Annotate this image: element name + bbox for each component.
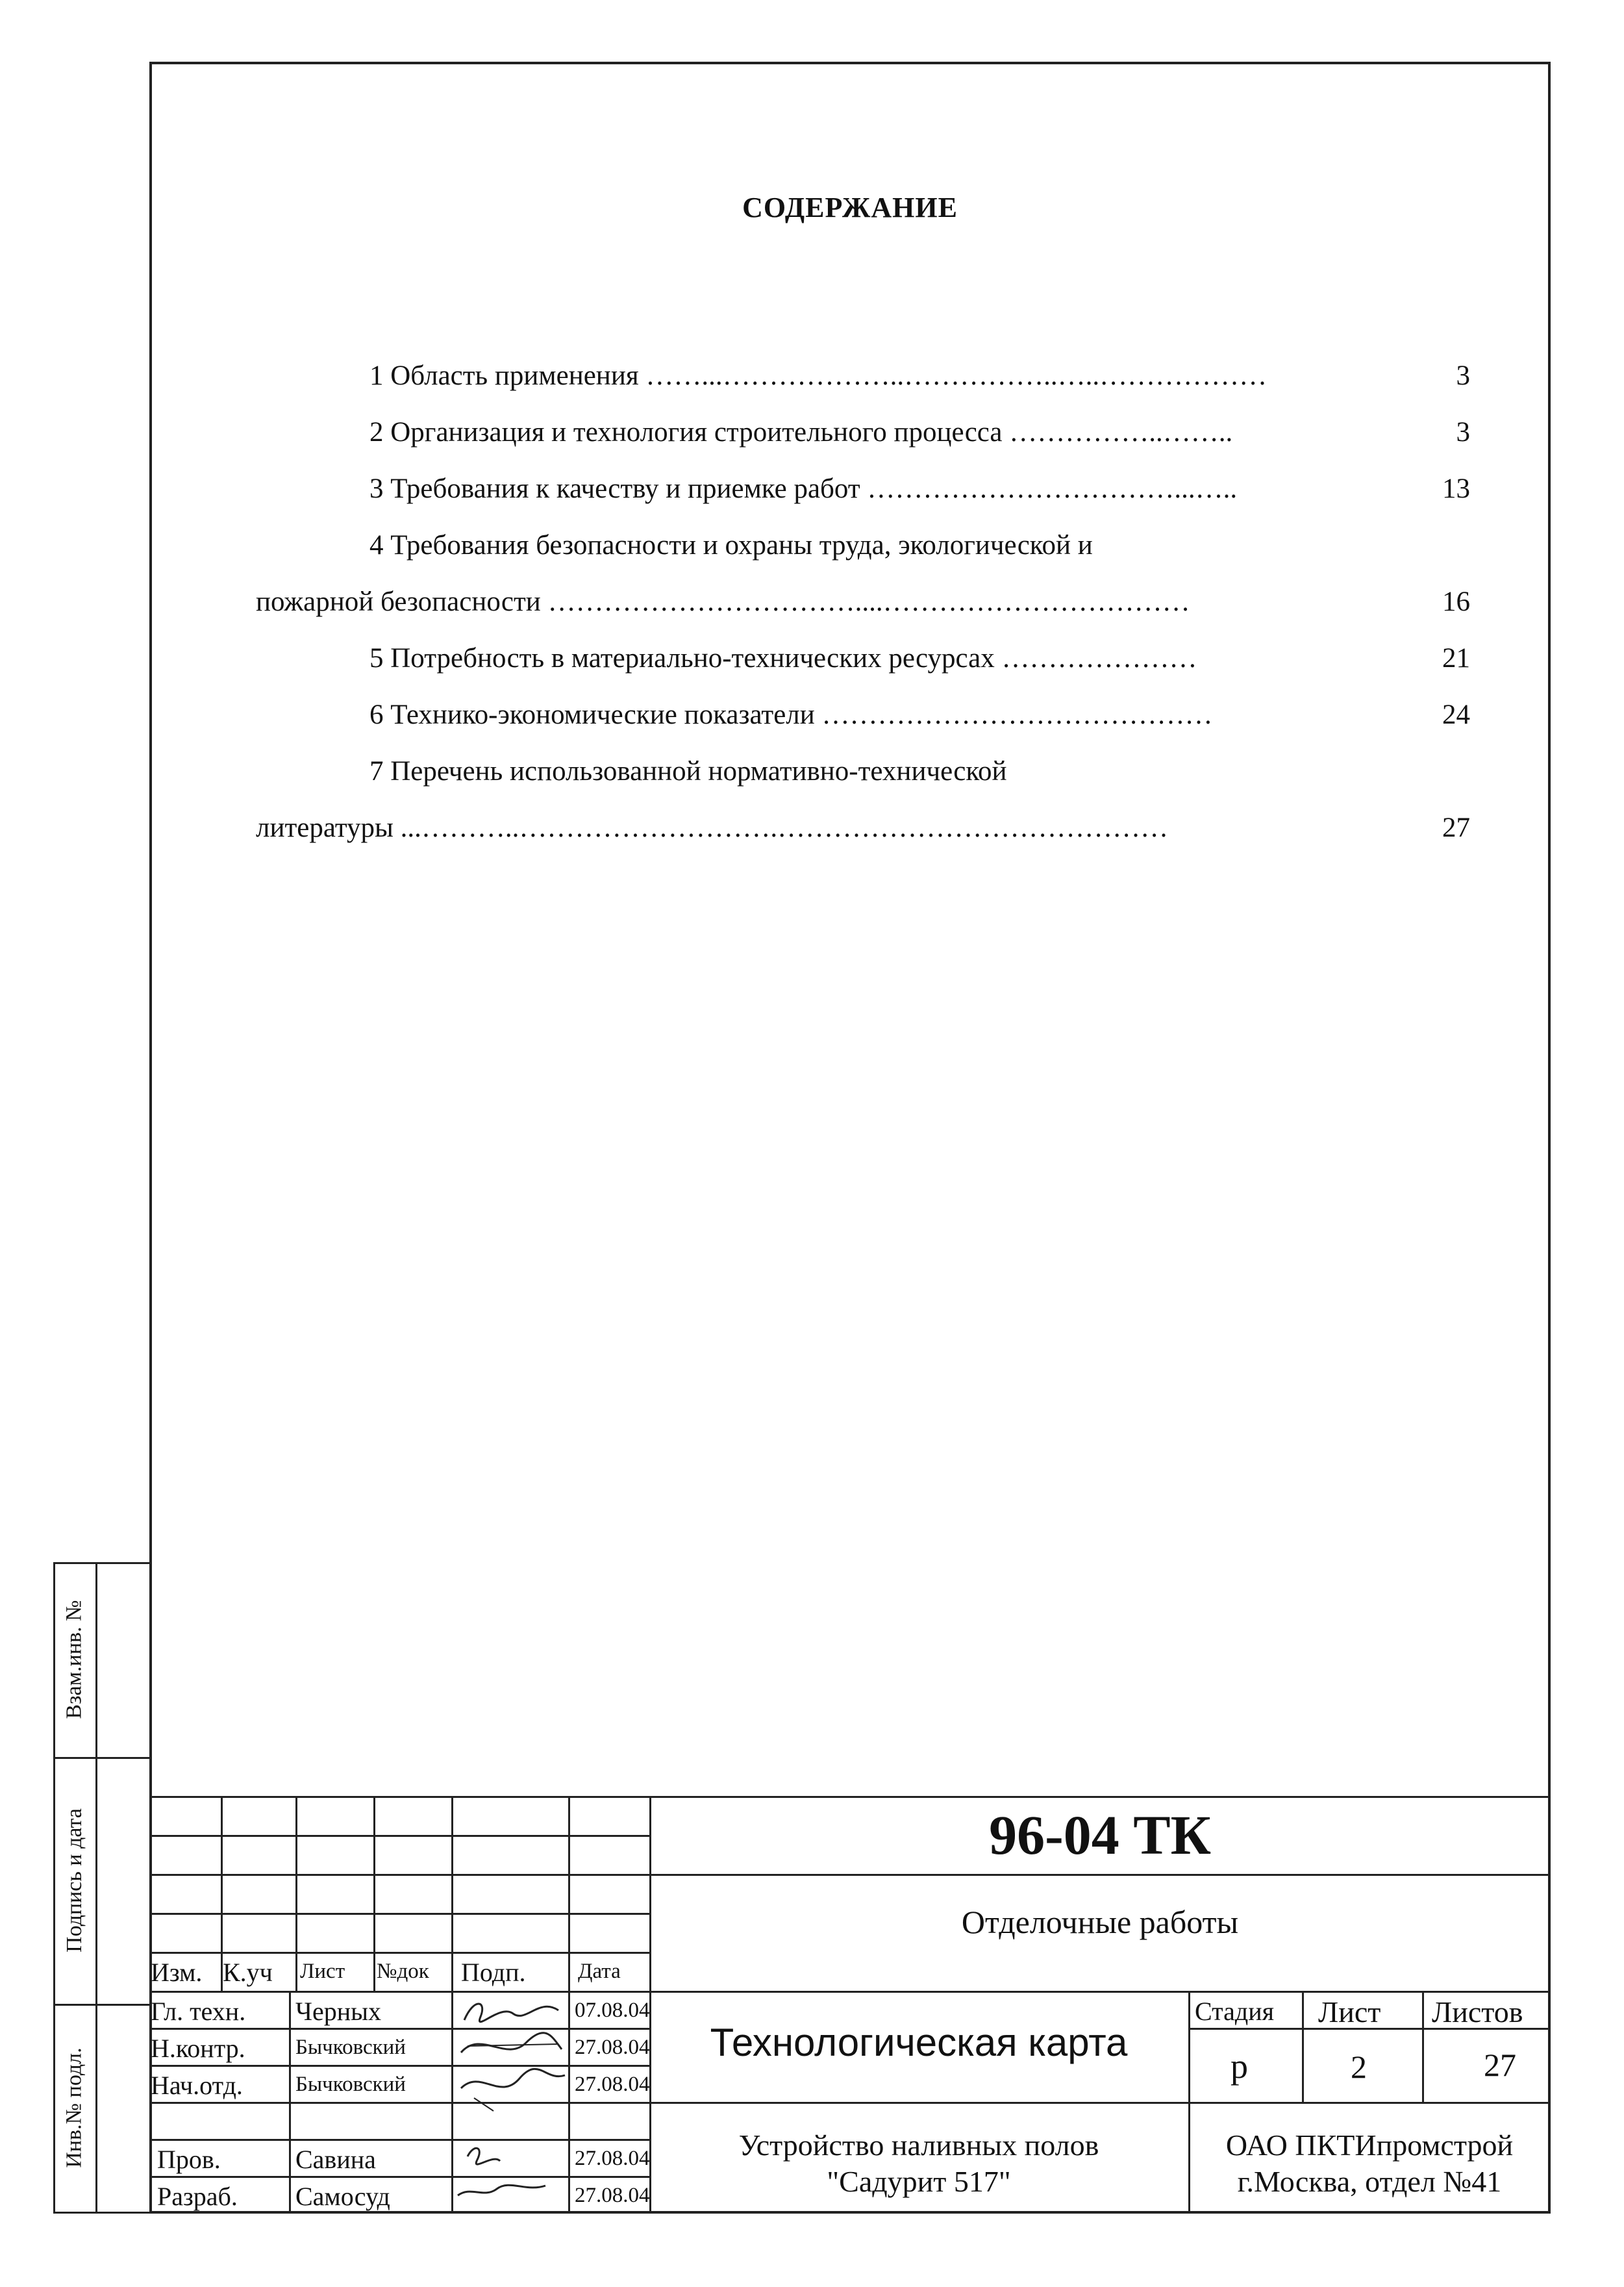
row-role-n-kontr: Н.контр. [151,2034,245,2063]
stage-header: Стадия [1195,1997,1275,2026]
toc-page-6: 24 [1442,700,1470,730]
header-data: Дата [578,1960,621,1983]
row-role-gl-tekhn: Гл. техн. [151,1997,246,2026]
inv-podl-label: Инв.№ подл. [62,2047,86,2168]
toc-item-1: 1 Область применения ……...………………..……………..…..……………… [369,360,1268,391]
row-name-bychkovsky-1: Бычковский [295,2036,406,2059]
toc-item-5: 5 Потребность в материально-технических ресурсах ………………… [369,643,1197,674]
toc-page-5: 21 [1442,643,1470,674]
row-date-6: 27.08.04 [575,2184,650,2207]
toc-item-4-line1: 4 Требования безопасности и охраны труда, экологической и [369,530,1093,561]
work-type: Отделочные работы [961,1904,1239,1940]
row-date-2: 27.08.04 [575,2036,650,2059]
organization-line-2: г.Москва, отдел №41 [1237,2165,1502,2198]
podpis-data-label: Подпись и дата [62,1808,86,1952]
signatures-image [455,1991,568,2214]
toc-page-3: 13 [1442,474,1470,504]
sheet-header: Лист [1318,1995,1381,2028]
row-role-razrab: Разраб. [157,2182,238,2211]
toc-item-6: 6 Технико-экономические показатели …………………………………… [369,700,1213,730]
row-role-nach-otd: Нач.отд. [151,2071,243,2100]
sheets-value: 27 [1484,2047,1516,2083]
organization-line-1: ОАО ПКТИпромстрой [1225,2129,1514,2162]
row-name-chernykh: Черных [295,1997,382,2026]
toc-page-7: 27 [1442,813,1470,843]
subject-line-2: "Садурит 517" [827,2165,1011,2198]
row-name-bychkovsky-2: Бычковский [295,2073,406,2096]
document-code: 96-04 ТК [989,1804,1211,1866]
row-date-1: 07.08.04 [575,1999,650,2022]
toc-page-2: 3 [1456,417,1470,448]
row-date-5: 27.08.04 [575,2147,650,2170]
sheets-header: Листов [1432,1995,1523,2028]
side-strip [53,1562,149,2214]
header-podp: Подп. [461,1958,526,1987]
header-ndok: №док [377,1960,429,1983]
header-izm: Изм. [151,1958,203,1987]
toc-item-7-line2: литературы ...………..……………………….…………………………………… [256,813,1169,843]
toc-item-2: 2 Организация и технология строительного процесса ……………..…….. [369,417,1233,448]
contents-title: СОДЕРЖАНИЕ [742,192,958,223]
toc-item-7-line1: 7 Перечень использованной нормативно-технической [369,756,1007,787]
vzam-inv-label: Взам.инв. № [62,1600,86,1719]
title-block [149,1796,1551,2214]
row-date-3: 27.08.04 [575,2073,650,2096]
header-list: Лист [300,1960,345,1983]
toc-item-3: 3 Требования к качеству и приемке работ ……………………………...….. [369,474,1238,504]
subject-line-1: Устройство наливных полов [738,2129,1099,2162]
sheet-value: 2 [1351,2049,1367,2085]
row-role-prov: Пров. [157,2145,221,2174]
toc-item-4-line2: пожарной безопасности ……………………………....…………………………… [256,587,1190,617]
stage-value: р [1230,2047,1248,2086]
header-kuch: К.уч [223,1958,273,1987]
organization [1188,2127,1551,2200]
subject [649,2127,1188,2200]
row-name-savina: Савина [295,2145,376,2174]
toc-page-4: 16 [1442,587,1470,617]
toc-page-1: 3 [1456,360,1470,391]
document-title: Технологическая карта [710,2021,1128,2064]
row-name-samosud: Самосуд [295,2182,390,2211]
